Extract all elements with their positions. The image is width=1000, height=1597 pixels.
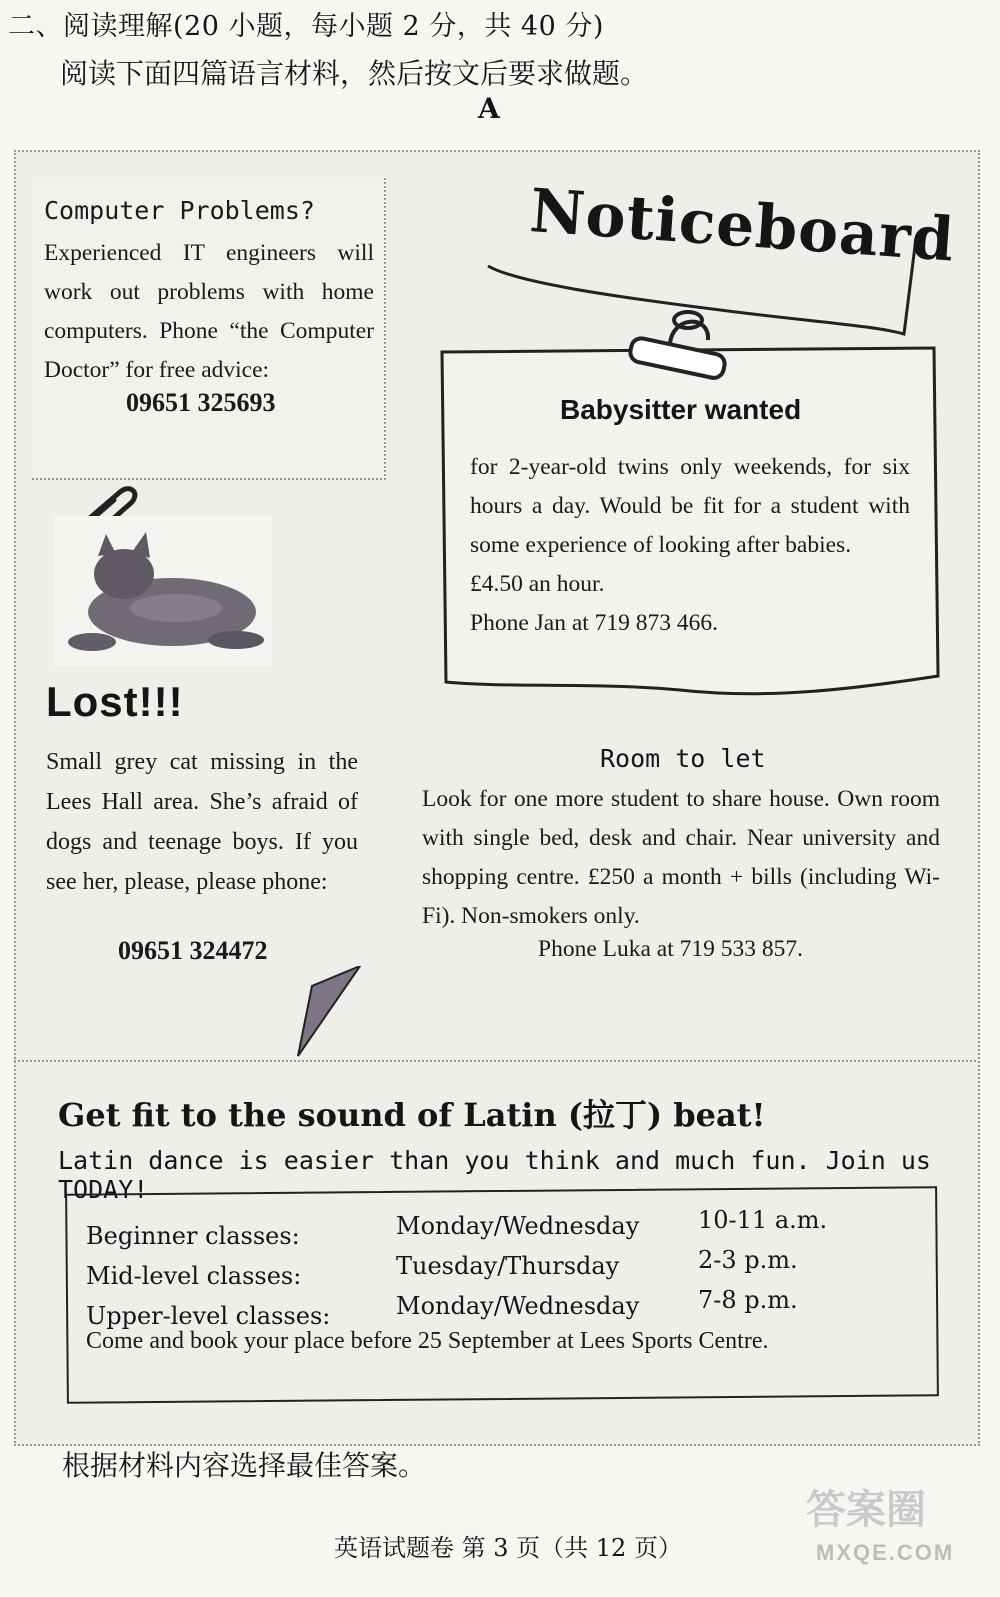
latin-level: Beginner classes:	[86, 1222, 300, 1250]
latin-days: Monday/Wednesday	[396, 1292, 640, 1320]
cat-photo	[54, 516, 272, 666]
babysitter-description: for 2-year-old twins only weekends, for six hours a day. Would be fit for a student with some experience of looking after babies.	[470, 454, 910, 558]
room-notice-body: Look for one more student to share house. Own room with single bed, desk and chair. Near university and shopping centre. £250 a month + bills (including Wi-Fi). Non-smokers only.	[422, 786, 940, 929]
question-instruction: 根据材料内容选择最佳答案。	[62, 1449, 427, 1482]
latin-booking-note: Come and book your place before 25 September at Lees Sports Centre.	[86, 1328, 769, 1354]
babysitter-rate: £4.50 an hour.	[470, 571, 605, 597]
latin-time: 2-3 p.m.	[698, 1246, 798, 1274]
lost-notice-title: Lost!!!	[46, 678, 184, 725]
latin-days: Tuesday/Thursday	[396, 1252, 620, 1280]
computer-notice-phone: 09651 325693	[126, 388, 276, 417]
latin-level: Mid-level classes:	[86, 1262, 302, 1290]
noticeboard-title: Noticeboard	[527, 176, 957, 276]
latin-days: Monday/Wednesday	[396, 1212, 640, 1240]
instruction: 阅读下面四篇语言材料，然后按文后要求做题。	[60, 57, 649, 90]
latin-level: Upper-level classes:	[86, 1302, 331, 1330]
babysitter-phone: Phone Jan at 719 873 466.	[470, 610, 719, 636]
section-divider	[14, 1060, 976, 1062]
passage-letter: A	[478, 92, 500, 125]
latin-title: Get fit to the sound of Latin (拉丁) beat!	[58, 1096, 766, 1134]
latin-time: 10-11 a.m.	[698, 1206, 828, 1234]
computer-notice-body: Experienced IT engineers will work out problems with home computers. Phone “the Computer Doctor” for free advice:	[44, 240, 374, 383]
computer-notice-title: Computer Problems?	[44, 196, 315, 225]
watermark-url: MXQE.COM	[816, 1540, 955, 1565]
page-footer: 英语试题卷 第 3 页（共 12 页）	[334, 1534, 682, 1562]
babysitter-body	[470, 448, 910, 643]
latin-time: 7-8 p.m.	[698, 1286, 798, 1314]
room-notice-phone: Phone Luka at 719 533 857.	[538, 936, 803, 962]
section-title: 二、阅读理解(20 小题，每小题 2 分，共 40 分)	[8, 11, 604, 42]
room-notice-title: Room to let	[600, 744, 766, 773]
watermark-logo: 答案圈	[806, 1488, 926, 1532]
latin-subtitle: Latin dance is easier than you think and much fun. Join us TODAY!	[58, 1146, 931, 1204]
pin-arrow-icon	[290, 966, 370, 1058]
lost-notice-body: Small grey cat missing in the Lees Hall area. She’s afraid of dogs and teenage boys. If you see her, please, please phone:	[46, 749, 358, 895]
lost-notice-phone: 09651 324472	[118, 936, 268, 965]
babysitter-title: Babysitter wanted	[560, 394, 802, 425]
